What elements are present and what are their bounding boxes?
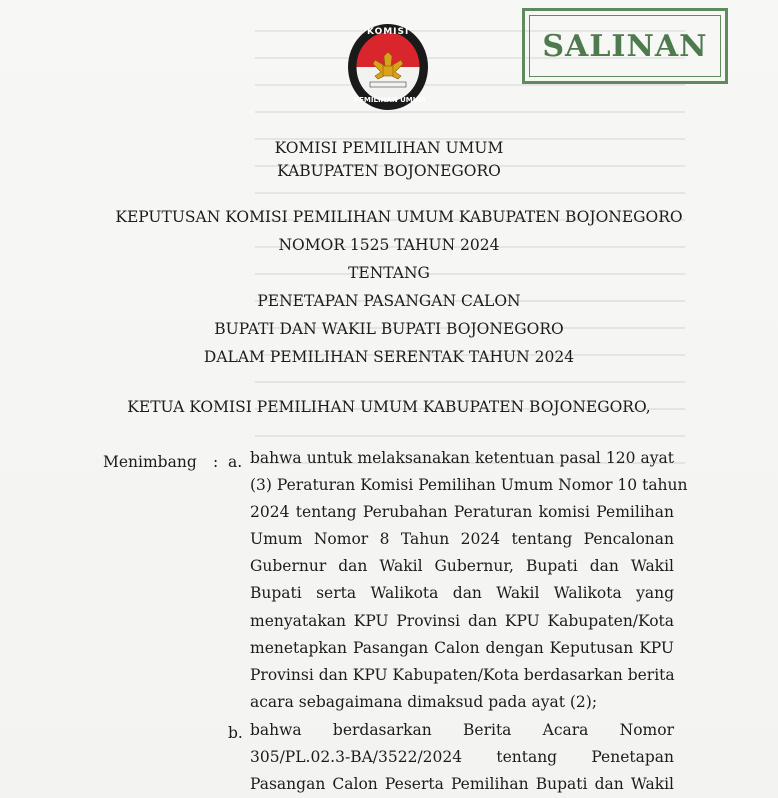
org-name: KOMISI PEMILIHAN UMUM	[274, 139, 504, 157]
text-line: menetapkan Pasangan Calon dengan Keputusan KPU	[250, 638, 674, 657]
org-region: KABUPATEN BOJONEGORO	[277, 162, 501, 180]
text-line: Pasangan Calon Peserta Pemilihan Bupati dan Wakil	[250, 775, 674, 794]
text-line: Provinsi dan KPU Kabupaten/Kota berdasarkan berita	[250, 665, 675, 684]
text-line: 2024 tentang Perubahan Peraturan komisi Pemilihan	[250, 503, 674, 522]
title-subject-2: BUPATI DAN WAKIL BUPATI BOJONEGORO	[214, 320, 564, 338]
item-b-marker: b.	[228, 724, 243, 742]
salinan-stamp: SALINAN	[522, 8, 728, 84]
menimbang-label: Menimbang	[103, 453, 197, 471]
title-subject-3: DALAM PEMILIHAN SERENTAK TAHUN 2024	[203, 348, 575, 366]
item-b-paragraph	[250, 717, 674, 798]
menimbang-colon: :	[213, 453, 219, 471]
item-a-paragraph	[250, 445, 688, 716]
item-a-marker: a.	[228, 453, 243, 471]
text-line: 305/PL.02.3-BA/3522/2024 tentang Penetapan	[250, 748, 674, 767]
chairman-heading: KETUA KOMISI PEMILIHAN UMUM KABUPATEN BOJONEGORO,	[127, 398, 651, 416]
text-line: Gubernur dan Wakil Gubernur, Bupati dan Wakil	[250, 557, 674, 576]
text-line: Umum Nomor 8 Tahun 2024 tentang Pencalonan	[250, 530, 674, 549]
text-line: bahwa berdasarkan Berita Acara Nomor	[250, 721, 674, 739]
text-line: bahwa untuk melaksanakan ketentuan pasal 120 ayat	[250, 449, 674, 467]
logo-bottom-text: PEMILIHAN UMUM	[354, 96, 426, 104]
title-subject-1: PENETAPAN PASANGAN CALON	[257, 292, 521, 310]
text-line: (3) Peraturan Komisi Pemilihan Umum Nomor 10 tahun	[250, 476, 688, 495]
title-decree: KEPUTUSAN KOMISI PEMILIHAN UMUM KABUPATEN BOJONEGORO	[115, 208, 683, 226]
title-number: NOMOR 1525 TAHUN 2024	[278, 236, 500, 254]
text-line: Bupati serta Walikota dan Wakil Walikota yang	[250, 584, 674, 603]
logo-top-text: KOMISI	[367, 27, 410, 37]
title-about: TENTANG	[348, 264, 430, 282]
text-line: acara sebagaimana dimaksud pada ayat (2);	[250, 692, 598, 711]
text-line: menyatakan KPU Provinsi dan KPU Kabupaten/Kota	[250, 611, 674, 630]
